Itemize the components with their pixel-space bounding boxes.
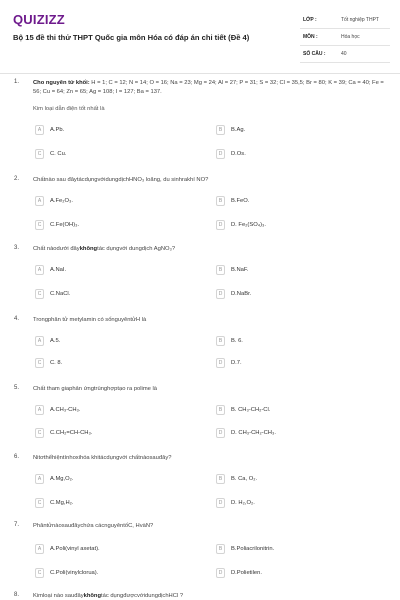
question-text: Nitơthểhiệntínhoxihóa khitácdụngvới chấtnàosauđây? [33,455,172,461]
option-d[interactable] [216,357,376,369]
question-text-body: tác dụngđượcvớidungdịchHCl ? [100,593,184,599]
option-a[interactable] [35,195,195,207]
option-d[interactable] [216,497,376,509]
option-text: C.NaCl. [50,291,71,297]
option-a[interactable] [35,473,195,485]
option-text: D.Polietilen. [231,570,262,576]
option-a[interactable] [35,264,195,276]
option-text: C.Mg,H₂. [50,500,74,506]
option-text: D.7. [231,360,242,366]
question-text-body: tác dụngvới dungdịch AgNO₃? [97,246,176,252]
option-c[interactable] [35,357,195,369]
option-letter: A [35,196,44,206]
option-letter: C [35,220,44,230]
option-letter: A [35,474,44,484]
option-text: D.NaBr. [231,291,252,297]
option-letter: B [216,265,225,275]
option-text: B.Poliacrilonitrin. [231,546,275,552]
option-c[interactable] [35,567,195,579]
option-text: B.Ag. [231,127,246,133]
option-text: C.CH₂=CH-CH₃. [50,430,93,436]
option-c[interactable] [35,288,195,300]
option-text: B. 6. [231,338,243,344]
question-text-body: H = 1; C = 12; N = 14; O = 16; Na = 23; Mg = 24; Al = 27; P = 31; S = 32; Cl = 35,5; Br = 80; K = 39; Ca = 40; Fe = 56; Cu = 64; Zn = 65; Ag = 108; I = 127; Ba = 137. [33,80,384,95]
option-letter: D [216,149,225,159]
option-text: D.Os. [231,151,246,157]
question-text: Phântửnàosauđâychứa cácnguyêntốC, HvàN? [33,523,154,529]
option-text: A.Poli(vinyl axetat). [50,546,100,552]
option-c[interactable] [35,427,195,439]
question-number: 2. [14,176,20,182]
option-text: C.Poli(vinylclorua). [50,570,99,576]
option-text: D. Fe₂(SO₄)₃. [231,222,266,228]
option-letter: C [35,358,44,368]
question-text [33,245,391,254]
question-number: 7. [14,522,20,528]
header-divider [0,73,400,74]
question-text-pre: Kimloại nào sauđây [33,593,84,599]
option-b[interactable] [216,335,376,347]
option-d[interactable] [216,288,376,300]
option-text: C. Cu. [50,151,67,157]
option-letter: A [35,405,44,415]
option-letter: D [216,220,225,230]
option-letter: A [35,336,44,346]
option-letter: D [216,498,225,508]
option-d[interactable] [216,148,376,160]
option-a[interactable] [35,543,195,555]
option-c[interactable] [35,497,195,509]
option-b[interactable] [216,473,376,485]
option-letter: D [216,568,225,578]
meta-info-box [300,12,390,63]
option-letter: B [216,474,225,484]
option-text: D. H₂,O₂. [231,500,255,506]
meta-row-subject [300,29,390,46]
question-number: 1. [14,79,20,85]
meta-key: LỚP : [303,17,317,23]
option-b[interactable] [216,264,376,276]
option-letter: B [216,196,225,206]
option-letter: D [216,428,225,438]
option-b[interactable] [216,195,376,207]
option-d[interactable] [216,567,376,579]
meta-key: MÔN : [303,34,318,40]
option-text: A.5. [50,338,61,344]
question-text: Trongphân tử metylamin có sốnguyêntửH là [33,317,147,323]
option-text: B.NaF. [231,267,249,273]
option-text: A.CH₃-CH₃. [50,407,81,413]
option-letter: D [216,289,225,299]
meta-row-class [300,12,390,29]
question-text-bold: không [83,593,101,599]
question-number: 3. [14,245,20,251]
question-subtext: Kim loại dẫn điện tốt nhất là [33,106,105,112]
option-c[interactable] [35,219,195,231]
meta-key: SỐ CÂU : [303,51,326,57]
option-c[interactable] [35,148,195,160]
meta-value: Hóa học [341,34,360,40]
option-a[interactable] [35,404,195,416]
option-d[interactable] [216,427,376,439]
question-text [33,79,391,97]
option-letter: D [216,358,225,368]
option-letter: B [216,405,225,415]
option-b[interactable] [216,543,376,555]
question-number: 5. [14,385,20,391]
option-letter: C [35,428,44,438]
option-text: A.Mg,O₂. [50,476,74,482]
option-text: B.FeO. [231,198,250,204]
question-text-pre: Chất nàodưới đây [33,246,80,252]
option-b[interactable] [216,404,376,416]
question-text-bold: không [79,246,98,252]
option-letter: C [35,289,44,299]
meta-value: Tốt nghiệp THPT [341,17,379,23]
question-number: 8. [14,592,20,598]
option-text: A.Fe₂O₃. [50,198,73,204]
option-text: B. Ca, O₂. [231,476,258,482]
option-letter: B [216,544,225,554]
option-text: D. CH₃-CH₂-CH₃. [231,430,276,436]
option-letter: A [35,125,44,135]
option-text: A.Pb. [50,127,65,133]
option-letter: B [216,336,225,346]
option-b[interactable] [216,124,376,136]
option-text: A.NaI. [50,267,67,273]
question-text-bold: Cho nguyên tử khối: [33,80,90,86]
option-text: C. 8. [50,360,63,366]
option-a[interactable] [35,335,195,347]
option-letter: C [35,149,44,159]
meta-value: 40 [341,51,347,57]
document-title: Bộ 15 đề thi thử THPT Quốc gia môn Hóa có đáp án chi tiết (Đề 4) [13,33,250,42]
option-a[interactable] [35,124,195,136]
option-text: B. CH₃-CH₂-Cl. [231,407,271,413]
option-letter: C [35,498,44,508]
meta-row-count [300,46,390,63]
question-text [33,592,391,600]
option-letter: A [35,544,44,554]
question-number: 6. [14,454,20,460]
question-text: Chất tham giaphản ứngtrùnghợptạo ra polime là [33,386,158,392]
question-number: 4. [14,316,20,322]
option-letter: B [216,125,225,135]
option-d[interactable] [216,219,376,231]
quizizz-logo: QUIZIZZ [13,12,65,27]
option-letter: A [35,265,44,275]
option-letter: C [35,568,44,578]
option-text: C.Fe(OH)₃. [50,222,80,228]
question-text: Chấtnào sau đâytácdụngvớidungdịchHNO₃ loãng, du sinhrakhí NO? [33,177,209,183]
